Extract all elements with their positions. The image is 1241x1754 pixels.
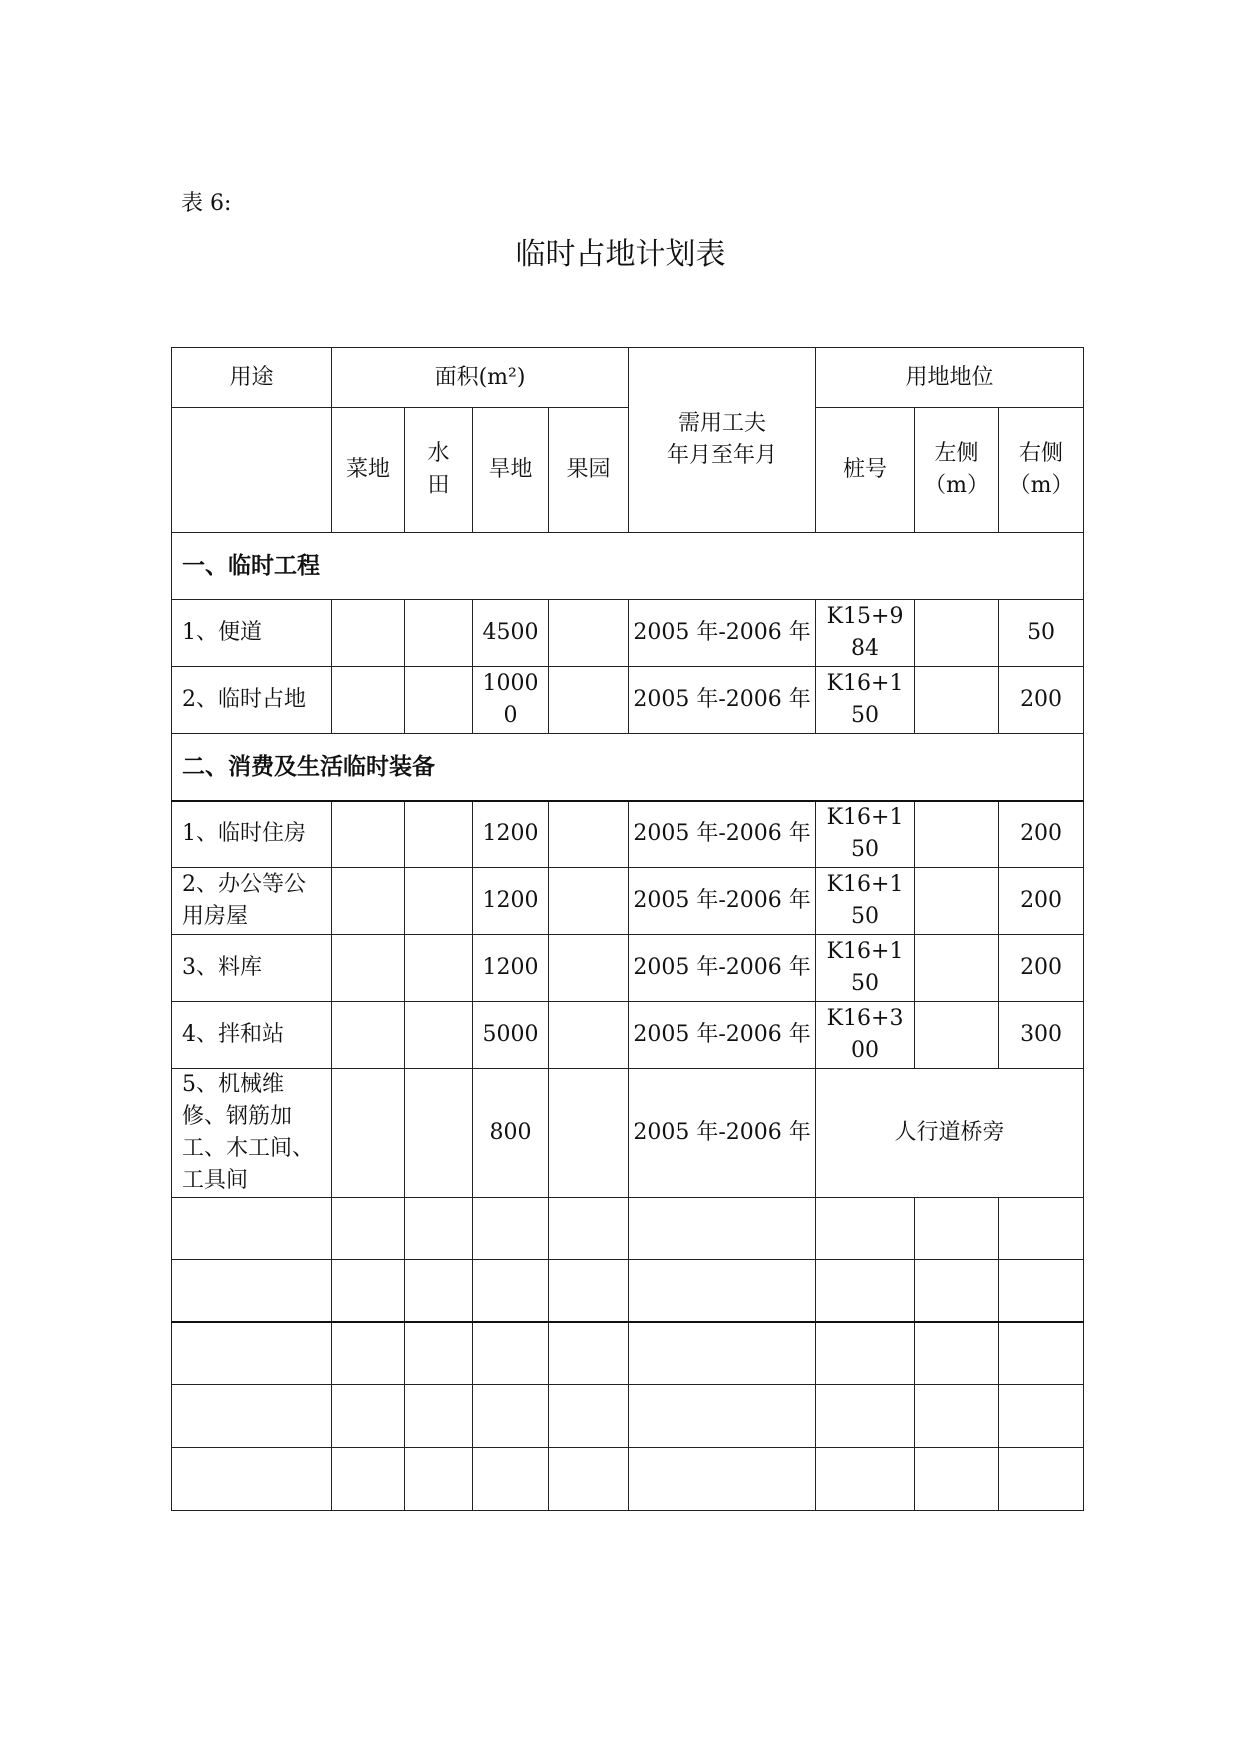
cell-location: 人行道桥旁 xyxy=(816,1069,1084,1198)
header-orchard: 果园 xyxy=(549,408,629,533)
header-purpose-blank xyxy=(172,408,332,533)
cell-purpose: 1、便道 xyxy=(172,600,332,667)
cell-right: 50 xyxy=(999,600,1084,667)
header-area: 面积(m²) xyxy=(332,348,629,408)
empty-cell xyxy=(549,1448,629,1511)
empty-cell xyxy=(816,1385,915,1448)
header-duration xyxy=(629,348,816,533)
empty-cell xyxy=(172,1322,332,1385)
table-row xyxy=(172,801,1084,868)
header-paddy xyxy=(405,408,473,533)
cell-right: 200 xyxy=(999,801,1084,868)
cell-veg xyxy=(332,1002,405,1069)
cell-station: K15+984 xyxy=(816,600,915,667)
table-row xyxy=(172,1002,1084,1069)
cell-orchard xyxy=(549,1002,629,1069)
cell-left xyxy=(915,868,999,935)
empty-cell xyxy=(915,1448,999,1511)
cell-paddy xyxy=(405,1069,473,1198)
cell-dry: 1200 xyxy=(473,868,549,935)
empty-row xyxy=(172,1385,1084,1448)
empty-cell xyxy=(473,1448,549,1511)
header-left-line1: 左侧 xyxy=(934,441,979,466)
header-duration-line1: 需用工夫 xyxy=(678,411,767,436)
table-row xyxy=(172,600,1084,667)
cell-dry: 1200 xyxy=(473,935,549,1002)
cell-veg xyxy=(332,935,405,1002)
empty-cell xyxy=(816,1198,915,1260)
section-title: 二、消费及生活临时装备 xyxy=(172,734,1084,801)
cell-veg xyxy=(332,868,405,935)
empty-cell xyxy=(999,1198,1084,1260)
cell-dry: 5000 xyxy=(473,1002,549,1069)
empty-cell xyxy=(915,1385,999,1448)
cell-left xyxy=(915,1002,999,1069)
cell-station: K16+150 xyxy=(816,801,915,868)
empty-cell xyxy=(549,1385,629,1448)
empty-cell xyxy=(172,1385,332,1448)
table-row xyxy=(172,868,1084,935)
section-title: 一、临时工程 xyxy=(172,533,1084,600)
cell-duration: 2005 年-2006 年 xyxy=(629,600,816,667)
header-purpose: 用途 xyxy=(172,348,332,408)
cell-right: 200 xyxy=(999,868,1084,935)
empty-cell xyxy=(915,1260,999,1322)
cell-left xyxy=(915,801,999,868)
cell-right: 200 xyxy=(999,667,1084,734)
empty-row xyxy=(172,1198,1084,1260)
empty-cell xyxy=(549,1260,629,1322)
cell-paddy xyxy=(405,801,473,868)
cell-veg xyxy=(332,801,405,868)
cell-orchard xyxy=(549,801,629,868)
header-right xyxy=(999,408,1084,533)
cell-purpose: 5、机械维修、钢筋加工、木工间、工具间 xyxy=(172,1069,332,1198)
cell-duration: 2005 年-2006 年 xyxy=(629,868,816,935)
header-left-line2: （m） xyxy=(924,473,989,498)
empty-cell xyxy=(915,1322,999,1385)
empty-cell xyxy=(629,1385,816,1448)
empty-cell xyxy=(816,1260,915,1322)
empty-row xyxy=(172,1448,1084,1511)
cell-orchard xyxy=(549,1069,629,1198)
empty-cell xyxy=(999,1448,1084,1511)
cell-purpose: 4、拌和站 xyxy=(172,1002,332,1069)
cell-purpose: 1、临时住房 xyxy=(172,801,332,868)
empty-cell xyxy=(999,1260,1084,1322)
cell-purpose: 2、办公等公用房屋 xyxy=(172,868,332,935)
cell-paddy xyxy=(405,935,473,1002)
cell-station: K16+150 xyxy=(816,935,915,1002)
cell-veg xyxy=(332,667,405,734)
empty-cell xyxy=(816,1322,915,1385)
cell-paddy xyxy=(405,600,473,667)
empty-cell xyxy=(405,1322,473,1385)
empty-cell xyxy=(629,1322,816,1385)
cell-left xyxy=(915,667,999,734)
empty-cell xyxy=(473,1322,549,1385)
cell-paddy xyxy=(405,1002,473,1069)
header-paddy-line1: 水 xyxy=(427,441,450,466)
cell-orchard xyxy=(549,600,629,667)
empty-cell xyxy=(172,1198,332,1260)
header-duration-line2: 年月至年月 xyxy=(667,443,778,468)
cell-veg xyxy=(332,600,405,667)
empty-row xyxy=(172,1322,1084,1385)
cell-orchard xyxy=(549,667,629,734)
empty-cell xyxy=(999,1385,1084,1448)
document-title: 临时占地计划表 xyxy=(515,237,726,272)
empty-cell xyxy=(629,1198,816,1260)
empty-cell xyxy=(332,1260,405,1322)
cell-purpose: 2、临时占地 xyxy=(172,667,332,734)
cell-left xyxy=(915,600,999,667)
cell-right: 300 xyxy=(999,1002,1084,1069)
cell-duration: 2005 年-2006 年 xyxy=(629,1002,816,1069)
land-use-table xyxy=(171,347,1084,1511)
table-row xyxy=(172,667,1084,734)
empty-cell xyxy=(172,1260,332,1322)
header-location: 用地地位 xyxy=(816,348,1084,408)
header-station: 桩号 xyxy=(816,408,915,533)
empty-cell xyxy=(405,1260,473,1322)
cell-duration: 2005 年-2006 年 xyxy=(629,801,816,868)
empty-cell xyxy=(405,1385,473,1448)
empty-cell xyxy=(332,1448,405,1511)
empty-cell xyxy=(999,1322,1084,1385)
empty-cell xyxy=(405,1448,473,1511)
header-dry: 旱地 xyxy=(473,408,549,533)
empty-cell xyxy=(405,1198,473,1260)
empty-cell xyxy=(172,1448,332,1511)
empty-cell xyxy=(473,1260,549,1322)
empty-row xyxy=(172,1260,1084,1322)
cell-orchard xyxy=(549,935,629,1002)
cell-orchard xyxy=(549,868,629,935)
empty-cell xyxy=(629,1448,816,1511)
header-left xyxy=(915,408,999,533)
table-row xyxy=(172,935,1084,1002)
cell-purpose: 3、料库 xyxy=(172,935,332,1002)
empty-cell xyxy=(549,1322,629,1385)
empty-cell xyxy=(473,1385,549,1448)
header-right-line2: （m） xyxy=(1008,473,1074,498)
cell-dry: 1200 xyxy=(473,801,549,868)
header-right-line1: 右侧 xyxy=(1019,441,1064,466)
cell-duration: 2005 年-2006 年 xyxy=(629,935,816,1002)
cell-paddy xyxy=(405,667,473,734)
cell-duration: 2005 年-2006 年 xyxy=(629,667,816,734)
cell-left xyxy=(915,935,999,1002)
cell-station: K16+300 xyxy=(816,1002,915,1069)
cell-right: 200 xyxy=(999,935,1084,1002)
empty-cell xyxy=(332,1198,405,1260)
header-paddy-line2: 田 xyxy=(427,473,450,498)
empty-cell xyxy=(629,1260,816,1322)
empty-cell xyxy=(816,1448,915,1511)
cell-dry: 10000 xyxy=(473,667,549,734)
empty-cell xyxy=(332,1322,405,1385)
empty-cell xyxy=(915,1198,999,1260)
table-label: 表 6: xyxy=(181,191,232,216)
table-row xyxy=(172,1069,1084,1198)
cell-station: K16+150 xyxy=(816,667,915,734)
cell-dry: 800 xyxy=(473,1069,549,1198)
cell-station: K16+150 xyxy=(816,868,915,935)
cell-duration: 2005 年-2006 年 xyxy=(629,1069,816,1198)
cell-paddy xyxy=(405,868,473,935)
empty-cell xyxy=(473,1198,549,1260)
empty-cell xyxy=(332,1385,405,1448)
cell-dry: 4500 xyxy=(473,600,549,667)
header-veg: 菜地 xyxy=(332,408,405,533)
empty-cell xyxy=(549,1198,629,1260)
cell-veg xyxy=(332,1069,405,1198)
